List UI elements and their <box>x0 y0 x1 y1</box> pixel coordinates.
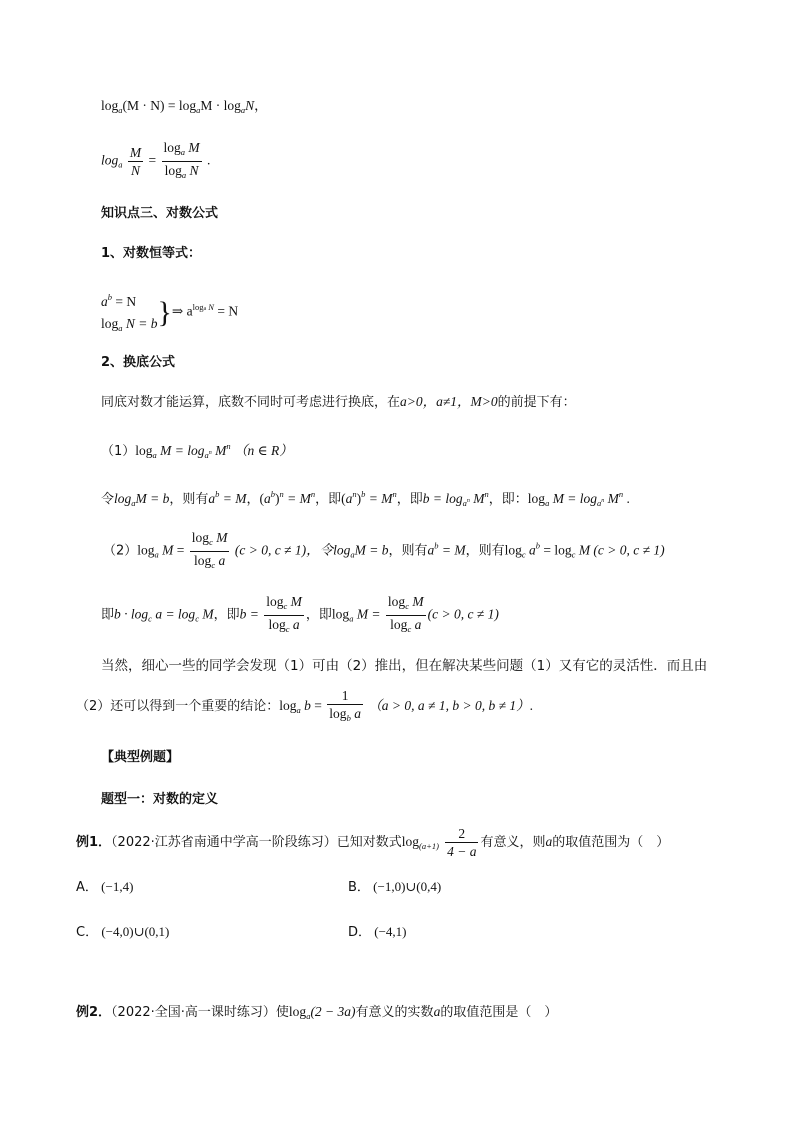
section-heading-knowledge-3: 知识点三、对数公式 <box>101 206 219 221</box>
derivation-1: 令$\log_aM = b$，则有$a^b = M$，$(a^b)^n = M^n$，即$(a^n)^b = M^n$，即$b = \log_{a^n} M^n$，即：$\log_a M = \log_{a^n} M^n$ . <box>101 489 630 508</box>
formula-1: $(1)\log_a$ $M = \log_{a^n} M^n$ （n ∈ R） <box>101 441 293 460</box>
paragraph-change-of-base: 同底对数才能运算，底数不同时可考虑进行换底，在a>0，a≠1，M>0的前提下有： <box>101 394 576 410</box>
quotient-rule-formula: $\log_a$ $\frac{M}{N}$ = $\frac{\log_a M}{\log_a N}$ . <box>101 140 211 180</box>
remark-line-1: 当然，细心一些的同学会发现（1）可由（2）推出，但在解决某些问题（1）又有它的灵活性．而且由 <box>101 658 708 674</box>
option-c[interactable]: C． (−4,0)∪(0,1) <box>76 924 170 940</box>
formula-2: $(2)\log_a$ M = $\frac{\log_c M}{\log_c a}$ (c > 0, c ≠ 1)，令$\log_aM = b$，则有$a^b = M$，则有$\log_c a^b = \log_c M$ (c > 0, c ≠ 1) <box>103 530 665 570</box>
log-identity-system: $a^b = N$ $\log_a N = b$ }⇒ $a^{loga N} = N$ <box>101 292 239 333</box>
derivation-2: 即$b \cdot \log_c a = \log_c M$，即b = $\frac{\log_c M}{\log_c a}$ ，即$\log_a M$ = $\frac{\log_c M}{\log_c a}$ (c > 0, c ≠ 1) <box>101 594 499 634</box>
remark-line-2: （2）还可以得到一个重要的结论：$\log_a b$ = $\frac{1}{\log_b a}$ （a > 0, a ≠ 1, b > 0, b ≠ 1）. <box>76 688 533 723</box>
option-b[interactable]: B． (−1,0)∪(0,4) <box>348 879 442 895</box>
subsection-change-of-base: 2、换底公式 <box>101 355 176 370</box>
subsection-identity: 1、对数恒等式： <box>101 246 202 261</box>
option-d[interactable]: D． (−4,1) <box>348 924 407 940</box>
example-1: 例1．（2022·江苏省南通中学高一阶段练习）已知对数式$\log_{(a+1)}$ $\frac{2}{4 - a}$ 有意义，则a的取值范围为（ ） <box>76 826 670 859</box>
product-rule-formula: $\log_a(M \cdot N) = \log_aM \cdot \log_aN$， <box>101 98 268 115</box>
example-2: 例2．（2022·全国·高一课时练习）使$\log_a(2 - 3a)$有意义的实数a的取值范围是（ ） <box>76 1004 558 1021</box>
question-type-1-heading: 题型一：对数的定义 <box>101 792 219 807</box>
section-heading-examples: 【典型例题】 <box>101 750 180 765</box>
option-a[interactable]: A． (−1,4) <box>76 879 134 895</box>
